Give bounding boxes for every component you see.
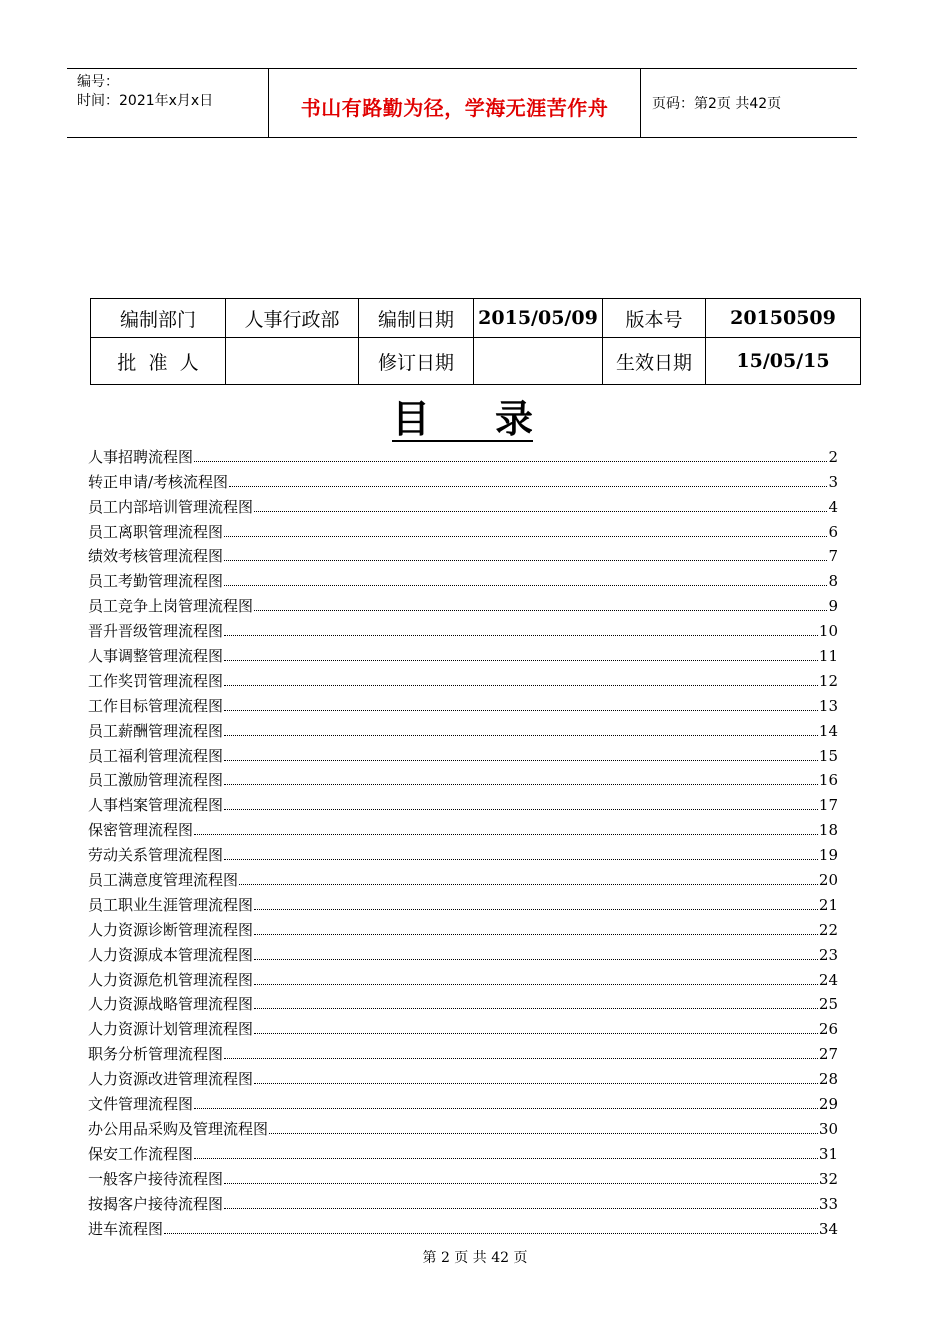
toc-entry-title: 员工竞争上岗管理流程图 <box>88 597 254 616</box>
toc-dot-leader <box>254 1033 818 1034</box>
toc-entry-page: 25 <box>818 995 838 1014</box>
toc-entry[interactable] <box>88 840 838 865</box>
toc-entry[interactable] <box>88 492 838 517</box>
toc-entry-page: 14 <box>818 721 838 740</box>
toc-entry[interactable] <box>88 990 838 1015</box>
toc-entry-title: 一般客户接待流程图 <box>88 1169 224 1188</box>
toc-entry[interactable] <box>88 591 838 616</box>
toc-entry-title: 人力资源诊断管理流程图 <box>88 920 254 939</box>
toc-title-left: 目 <box>392 397 431 441</box>
toc-entry-title: 员工激励管理流程图 <box>88 771 224 790</box>
toc-entry[interactable] <box>88 517 838 542</box>
toc-entry-title: 保安工作流程图 <box>88 1144 194 1163</box>
toc-entry-title: 绩效考核管理流程图 <box>88 547 224 566</box>
info-label-revision-date: 修订日期 <box>359 338 474 385</box>
toc-entry-page: 33 <box>818 1194 838 1213</box>
toc-dot-leader <box>254 959 818 960</box>
toc-dot-leader <box>269 1133 818 1134</box>
toc-entry-title: 人力资源战略管理流程图 <box>88 995 254 1014</box>
toc-entry[interactable] <box>88 691 838 716</box>
header-motto: 书山有路勤为径，学海无涯苦作舟 <box>300 96 609 120</box>
toc-dot-leader <box>224 1208 818 1209</box>
toc-dot-leader <box>224 635 818 636</box>
toc-entry-title: 人事档案管理流程图 <box>88 796 224 815</box>
info-row <box>91 299 861 338</box>
toc-entry-page: 9 <box>828 597 838 616</box>
toc-entry[interactable] <box>88 542 838 567</box>
toc-dot-leader <box>254 610 827 611</box>
toc-entry-page: 4 <box>828 497 838 516</box>
header-page-info: 页码：第2页 共42页 <box>652 96 782 112</box>
toc-dot-leader <box>224 685 818 686</box>
toc-entry-page: 27 <box>818 1045 838 1064</box>
info-value-version: 20150509 <box>706 299 861 338</box>
toc-title-right: 录 <box>494 397 533 441</box>
toc-dot-leader <box>194 1108 818 1109</box>
toc-entry[interactable] <box>88 1064 838 1089</box>
toc-entry-page: 15 <box>818 746 838 765</box>
header-motto-cell <box>269 69 641 137</box>
toc-entry-title: 劳动关系管理流程图 <box>88 846 224 865</box>
toc-entry-page: 24 <box>818 970 838 989</box>
toc-dot-leader <box>224 585 827 586</box>
toc-entry-page: 28 <box>818 1070 838 1089</box>
toc-dot-leader <box>224 760 818 761</box>
toc-dot-leader <box>254 934 818 935</box>
page-header <box>67 68 857 138</box>
toc-entry-page: 16 <box>818 771 838 790</box>
toc-entry-page: 17 <box>818 796 838 815</box>
toc-entry[interactable] <box>88 467 838 492</box>
toc-dot-leader <box>224 660 818 661</box>
toc-entry-page: 32 <box>818 1169 838 1188</box>
toc-entry[interactable] <box>88 616 838 641</box>
toc-entry-title: 转正申请/考核流程图 <box>88 472 229 491</box>
toc-entry[interactable] <box>88 815 838 840</box>
toc-entry-page: 12 <box>818 671 838 690</box>
page-footer: 第 2 页 共 42 页 <box>422 1250 528 1266</box>
info-value-effective-date: 15/05/15 <box>706 338 861 385</box>
toc-entry-page: 30 <box>818 1119 838 1138</box>
toc-entry[interactable] <box>88 641 838 666</box>
toc-entry-title: 办公用品采购及管理流程图 <box>88 1119 269 1138</box>
toc-entry-page: 8 <box>828 572 838 591</box>
info-value-compile-date: 2015/05/09 <box>474 299 603 338</box>
toc-entry-page: 34 <box>818 1219 838 1238</box>
toc-entry[interactable] <box>88 1189 838 1214</box>
info-label-approver: 批 准 人 <box>91 338 226 385</box>
toc-entry-page: 19 <box>818 846 838 865</box>
toc-entry[interactable] <box>88 1089 838 1114</box>
toc-dot-leader <box>239 884 818 885</box>
toc-dot-leader <box>224 1058 818 1059</box>
toc-entry-title: 人力资源改进管理流程图 <box>88 1070 254 1089</box>
toc-dot-leader <box>224 859 818 860</box>
toc-entry[interactable] <box>88 790 838 815</box>
info-value-department: 人事行政部 <box>226 299 359 338</box>
document-code-label: 编号： <box>77 74 119 90</box>
toc-entry-page: 20 <box>818 871 838 890</box>
toc-dot-leader <box>224 809 818 810</box>
info-row <box>91 338 861 385</box>
toc-entry-page: 7 <box>828 547 838 566</box>
toc-entry-title: 进车流程图 <box>88 1219 164 1238</box>
toc-entry-title: 工作目标管理流程图 <box>88 696 224 715</box>
toc-entry-title: 保密管理流程图 <box>88 821 194 840</box>
toc-dot-leader <box>224 536 827 537</box>
toc-entry-page: 18 <box>818 821 838 840</box>
toc-entry-title: 员工满意度管理流程图 <box>88 871 239 890</box>
toc-entry-page: 31 <box>818 1144 838 1163</box>
toc-entry-page: 29 <box>818 1095 838 1114</box>
toc-entry-title: 文件管理流程图 <box>88 1095 194 1114</box>
toc-entry[interactable] <box>88 1139 838 1164</box>
toc-entry-title: 员工福利管理流程图 <box>88 746 224 765</box>
toc-entry-title: 人力资源计划管理流程图 <box>88 1020 254 1039</box>
toc-entry[interactable] <box>88 890 838 915</box>
toc-dot-leader <box>229 486 827 487</box>
toc-entry-title: 职务分析管理流程图 <box>88 1045 224 1064</box>
toc-entry[interactable] <box>88 1214 838 1239</box>
toc-entry[interactable] <box>88 566 838 591</box>
header-meta-cell <box>67 69 269 137</box>
toc-entry-page: 21 <box>818 895 838 914</box>
toc-entry-title: 工作奖罚管理流程图 <box>88 671 224 690</box>
toc-entry[interactable] <box>88 865 838 890</box>
toc-entry[interactable] <box>88 666 838 691</box>
toc-entry-page: 23 <box>818 945 838 964</box>
toc-entry[interactable] <box>88 915 838 940</box>
info-value-revision-date <box>474 338 603 385</box>
document-info-table <box>90 298 861 385</box>
toc-dot-leader <box>224 710 818 711</box>
toc-title <box>392 398 533 442</box>
toc-entry[interactable] <box>88 766 838 791</box>
toc-dot-leader <box>254 1083 818 1084</box>
info-label-effective-date: 生效日期 <box>603 338 706 385</box>
toc-entry[interactable] <box>88 1039 838 1064</box>
toc-entry[interactable] <box>88 442 838 467</box>
toc-dot-leader <box>224 560 827 561</box>
toc-dot-leader <box>224 1183 818 1184</box>
toc-dot-leader <box>164 1233 818 1234</box>
toc-entry-page: 13 <box>818 696 838 715</box>
toc-entry-title: 按揭客户接待流程图 <box>88 1194 224 1213</box>
info-label-department: 编制部门 <box>91 299 226 338</box>
toc-dot-leader <box>254 909 818 910</box>
toc-entry[interactable] <box>88 940 838 965</box>
toc-entry-page: 11 <box>818 647 838 666</box>
toc-entry[interactable] <box>88 1014 838 1039</box>
toc-entry[interactable] <box>88 1114 838 1139</box>
toc-entry-title: 员工职业生涯管理流程图 <box>88 895 254 914</box>
toc-entry[interactable] <box>88 716 838 741</box>
toc-entry-title: 员工内部培训管理流程图 <box>88 497 254 516</box>
document-time-label: 时间：2021年x月x日 <box>77 93 214 109</box>
info-label-version: 版本号 <box>603 299 706 338</box>
toc-entry-page: 6 <box>828 522 838 541</box>
toc-dot-leader <box>224 784 818 785</box>
toc-entry-title: 员工考勤管理流程图 <box>88 572 224 591</box>
toc-dot-leader <box>224 735 818 736</box>
info-value-approver <box>226 338 359 385</box>
toc-entry-page: 3 <box>828 472 838 491</box>
toc-dot-leader <box>194 834 818 835</box>
toc-dot-leader <box>194 461 827 462</box>
toc-entry-title: 人力资源危机管理流程图 <box>88 970 254 989</box>
toc-entry-title: 人力资源成本管理流程图 <box>88 945 254 964</box>
toc-entry[interactable] <box>88 965 838 990</box>
toc-entry-title: 人事调整管理流程图 <box>88 647 224 666</box>
toc-entry-title: 员工薪酬管理流程图 <box>88 721 224 740</box>
header-page-cell <box>642 69 857 137</box>
toc-entry-page: 2 <box>828 447 838 466</box>
toc-entry[interactable] <box>88 1164 838 1189</box>
table-of-contents <box>88 442 838 1239</box>
toc-entry-page: 10 <box>818 622 838 641</box>
toc-dot-leader <box>254 511 827 512</box>
toc-entry-title: 人事招聘流程图 <box>88 447 194 466</box>
toc-entry-title: 员工离职管理流程图 <box>88 522 224 541</box>
toc-entry-page: 26 <box>818 1020 838 1039</box>
info-label-compile-date: 编制日期 <box>359 299 474 338</box>
toc-entry-title: 晋升晋级管理流程图 <box>88 622 224 641</box>
toc-dot-leader <box>194 1158 818 1159</box>
toc-entry-page: 22 <box>818 920 838 939</box>
toc-dot-leader <box>254 984 818 985</box>
toc-entry[interactable] <box>88 741 838 766</box>
toc-dot-leader <box>254 1008 818 1009</box>
